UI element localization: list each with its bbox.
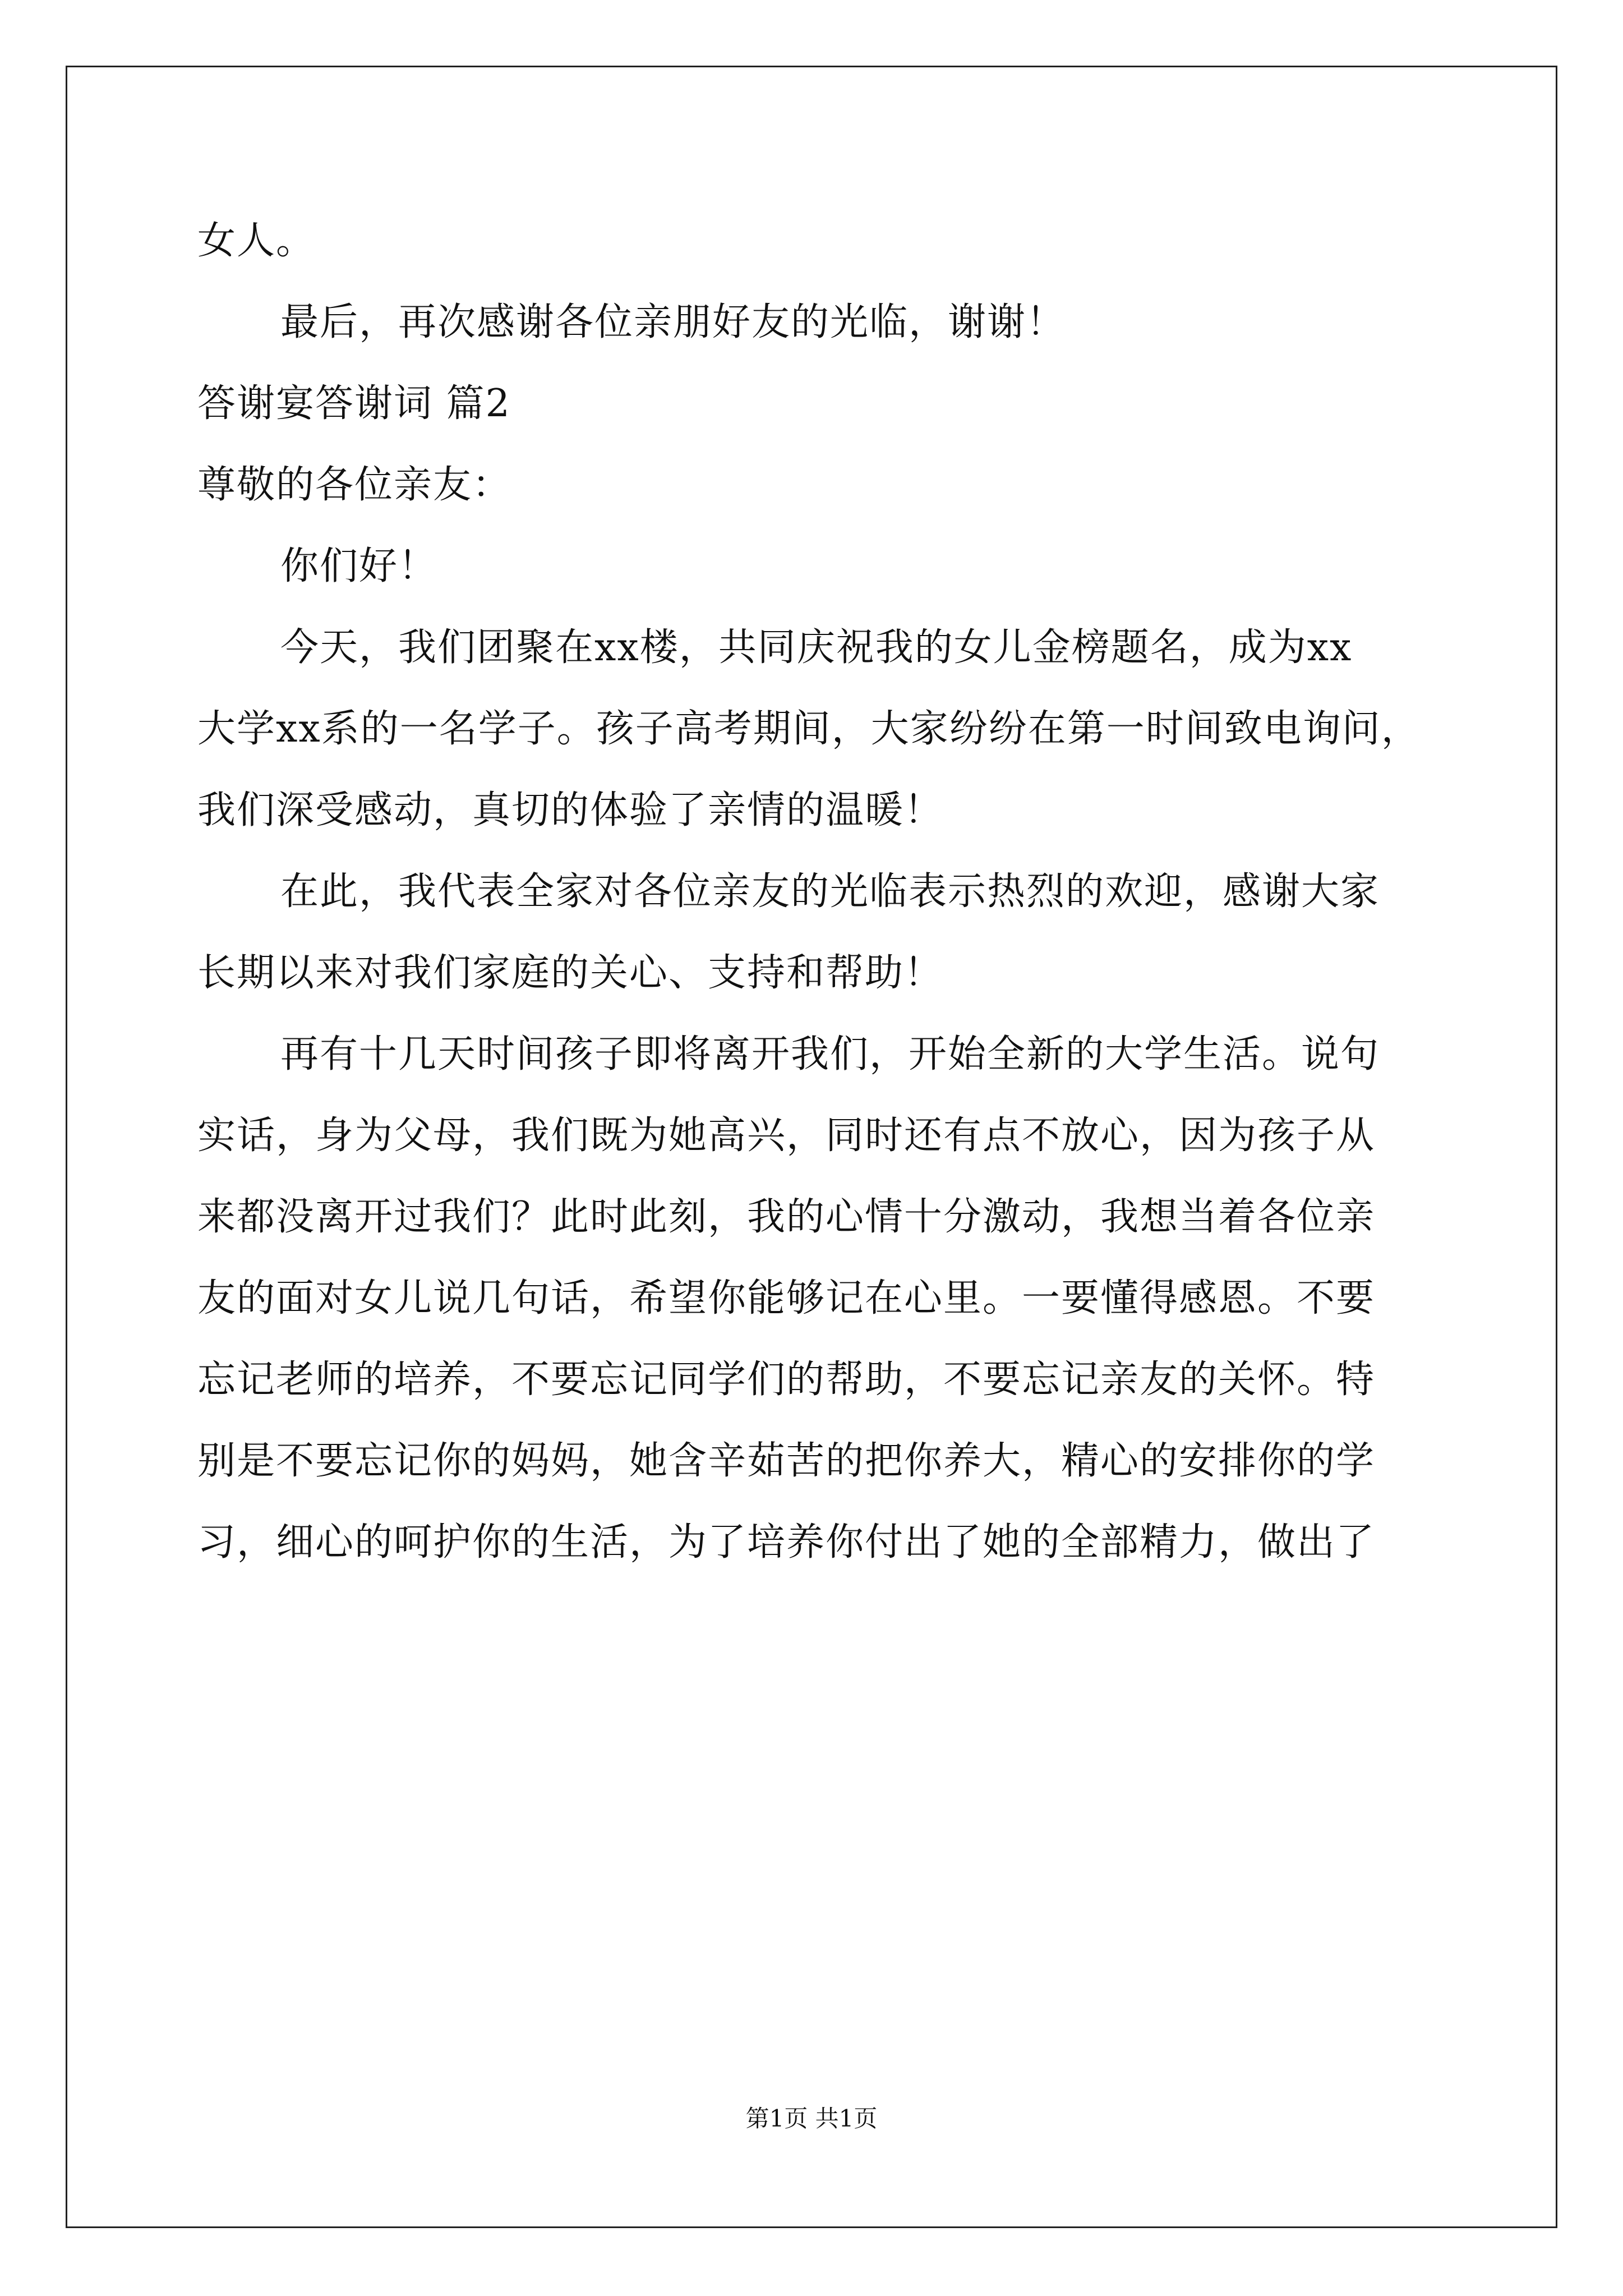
text-line: 别是不要忘记你的妈妈，她含辛茹苦的把你养大，精心的安排你的学: [197, 1439, 1376, 1483]
text-line: 今天，我们团聚在xx楼，共同庆祝我的女儿金榜题名，成为xx: [280, 625, 1353, 670]
section-heading: 答谢宴答谢词 篇2: [197, 381, 511, 426]
salutation: 尊敬的各位亲友：: [197, 463, 512, 507]
text-line: 大学xx系的一名学子。孩子高考期间，大家纷纷在第一时间致电询问，: [197, 707, 1421, 751]
text-line: 再有十几天时间孩子即将离开我们，开始全新的大学生活。说句: [280, 1032, 1380, 1076]
text-line: 女人。: [197, 219, 316, 263]
text-line: 你们好！: [280, 544, 438, 588]
text-line: 来都没离开过我们？此时此刻，我的心情十分激动，我想当着各位亲: [197, 1195, 1376, 1239]
text-line: 在此，我代表全家对各位亲友的光临表示热烈的欢迎，感谢大家: [280, 869, 1380, 914]
page-footer: 第1页 共1页: [745, 2105, 878, 2132]
text-line: 长期以来对我们家庭的关心、支持和帮助！: [197, 951, 944, 995]
text-line: 忘记老师的培养，不要忘记同学们的帮助，不要忘记亲友的关怀。特: [197, 1358, 1376, 1402]
text-line: 习，细心的呵护你的生活，为了培养你付出了她的全部精力，做出了: [197, 1520, 1376, 1565]
text-line: 最后，再次感谢各位亲朋好友的光临，谢谢！: [280, 300, 1066, 344]
text-line: 实话，身为父母，我们既为她高兴，同时还有点不放心，因为孩子从: [197, 1114, 1376, 1158]
text-line: 友的面对女儿说几句话，希望你能够记在心里。一要懂得感恩。不要: [197, 1276, 1376, 1320]
text-line: 我们深受感动，真切的体验了亲情的温暖！: [197, 788, 944, 832]
